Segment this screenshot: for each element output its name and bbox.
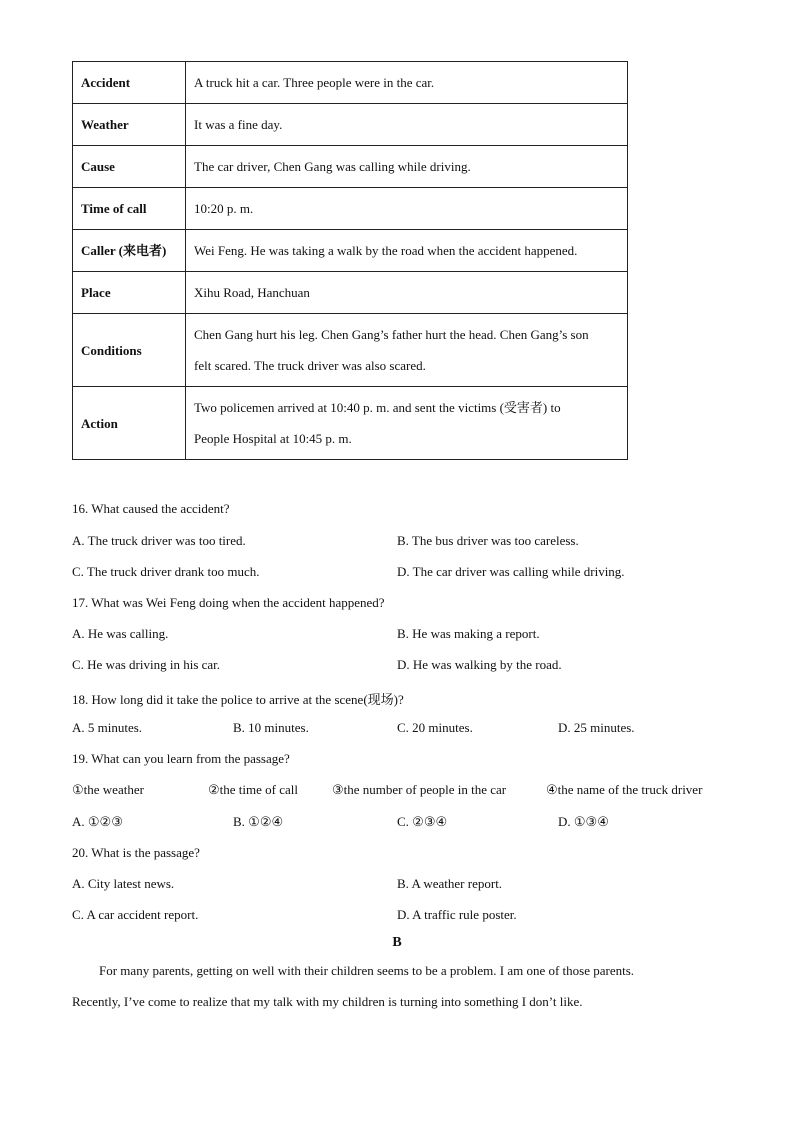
row-value	[186, 314, 628, 387]
table-row	[73, 146, 628, 188]
row-value: It was a fine day.	[186, 104, 628, 146]
statement-item: ③the number of people in the car	[332, 782, 507, 797]
table-row	[73, 188, 628, 230]
row-label: Cause	[73, 146, 186, 188]
option-d: D. 25 minutes.	[558, 720, 635, 735]
question-19: 19. What can you learn from the passage?	[72, 751, 290, 766]
option-b: B. ①②④	[233, 814, 284, 829]
row-label: Action	[73, 387, 186, 460]
row-label: Time of call	[73, 188, 186, 230]
statement-item: ①the weather	[72, 782, 144, 797]
option-a: A. The truck driver was too tired.	[72, 533, 246, 548]
option-c: C. A car accident report.	[72, 907, 199, 922]
option-c: C. ②③④	[397, 814, 448, 829]
row-value: Wei Feng. He was taking a walk by the road when the accident happened.	[186, 230, 628, 272]
option-a: A. City latest news.	[72, 876, 175, 891]
section-heading: B	[392, 935, 402, 950]
row-value: The car driver, Chen Gang was calling while driving.	[186, 146, 628, 188]
option-b: B. The bus driver was too careless.	[397, 533, 579, 548]
option-d: D. He was walking by the road.	[397, 657, 562, 672]
row-label: Accident	[73, 62, 186, 104]
option-a: A. 5 minutes.	[72, 720, 143, 735]
question-17: 17. What was Wei Feng doing when the accident happened?	[72, 595, 385, 610]
option-c: C. He was driving in his car.	[72, 657, 221, 672]
option-d: D. A traffic rule poster.	[397, 907, 517, 922]
option-c: C. The truck driver drank too much.	[72, 564, 260, 579]
option-c: C. 20 minutes.	[397, 720, 473, 735]
row-value-line: Two policemen arrived at 10:40 p. m. and sent the victims (受害者) to	[194, 400, 561, 415]
table-row	[73, 272, 628, 314]
option-a: A. ①②③	[72, 814, 123, 829]
passage-line: For many parents, getting on well with their children seems to be a problem. I am one of those parents.	[99, 963, 635, 978]
table-row	[73, 62, 628, 104]
statement-item: ④the name of the truck driver	[546, 782, 703, 797]
accident-report-table	[72, 61, 628, 460]
option-b: B. He was making a report.	[397, 626, 540, 641]
row-label: Caller (来电者)	[73, 230, 186, 272]
question-20: 20. What is the passage?	[72, 845, 200, 860]
row-value-line: felt scared. The truck driver was also scared.	[194, 358, 426, 373]
option-d: D. ①③④	[558, 814, 609, 829]
question-16: 16. What caused the accident?	[72, 501, 230, 516]
table-row	[73, 104, 628, 146]
row-label: Weather	[73, 104, 186, 146]
passage-line: Recently, I’ve come to realize that my talk with my children is turning into something I don’t like.	[72, 994, 583, 1009]
question-18: 18. How long did it take the police to arrive at the scene(现场)?	[72, 692, 404, 707]
row-label: Conditions	[73, 314, 186, 387]
row-value: 10:20 p. m.	[186, 188, 628, 230]
row-value	[186, 387, 628, 460]
option-b: B. A weather report.	[397, 876, 503, 891]
row-value-line: Chen Gang hurt his leg. Chen Gang’s father hurt the head. Chen Gang’s son	[194, 327, 589, 342]
row-label: Place	[73, 272, 186, 314]
table-row	[73, 387, 628, 460]
table-row	[73, 230, 628, 272]
option-a: A. He was calling.	[72, 626, 169, 641]
row-value: Xihu Road, Hanchuan	[186, 272, 628, 314]
row-value: A truck hit a car. Three people were in the car.	[186, 62, 628, 104]
option-b: B. 10 minutes.	[233, 720, 309, 735]
option-d: D. The car driver was calling while driving.	[397, 564, 625, 579]
statement-item: ②the time of call	[208, 782, 298, 797]
table-row	[73, 314, 628, 387]
row-value-line: People Hospital at 10:45 p. m.	[194, 431, 352, 446]
